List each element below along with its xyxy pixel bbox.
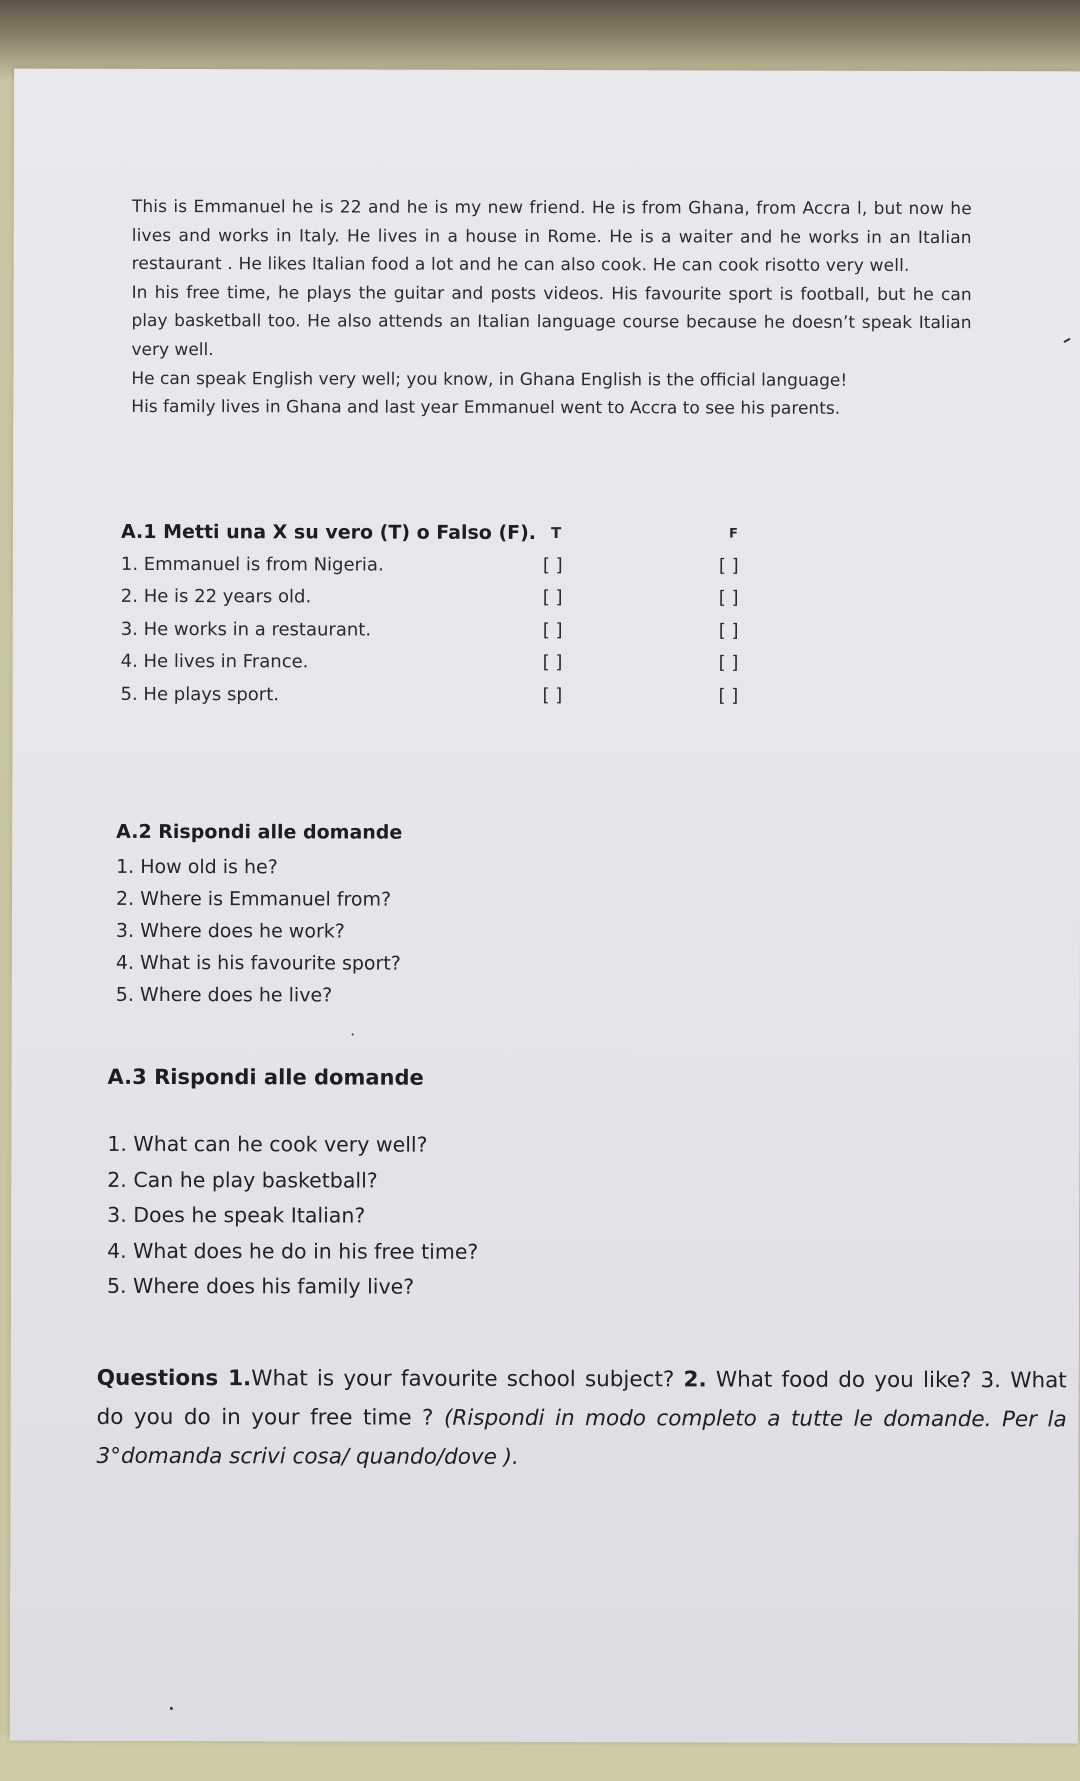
final-question-2-number: 2. xyxy=(683,1367,707,1393)
section-a2-title: A.2 Rispondi alle domande xyxy=(116,820,403,844)
true-false-item xyxy=(121,586,881,620)
section-a1-title: A.1 Metti una X su vero (T) o Falso (F). xyxy=(120,520,537,544)
question-item: 5. Where does he live? xyxy=(115,983,333,1007)
final-question-3-number: 3. xyxy=(980,1368,1002,1394)
pen-mark xyxy=(352,1033,354,1035)
true-false-item xyxy=(121,618,881,652)
true-false-item xyxy=(121,651,881,685)
true-false-exercise xyxy=(120,521,881,718)
final-questions-label: Questions 1. xyxy=(96,1365,252,1392)
true-column-header: T xyxy=(550,524,562,543)
final-question-3: What do you do in your free time ? xyxy=(96,1368,1067,1431)
final-question-1: What is your favourite school subject? xyxy=(251,1366,684,1393)
true-false-item xyxy=(120,683,880,717)
statement: 4. He lives in France. xyxy=(120,650,309,673)
true-checkbox[interactable]: [ ] xyxy=(542,586,563,609)
false-checkbox[interactable]: [ ] xyxy=(718,554,739,577)
statement: 5. He plays sport. xyxy=(120,683,280,705)
true-checkbox[interactable]: [ ] xyxy=(542,619,563,641)
question-item: 1. What can he cook very well? xyxy=(107,1131,428,1157)
statement: 1. Emmanuel is from Nigeria. xyxy=(120,553,384,576)
statement: 3. He works in a restaurant. xyxy=(120,618,372,641)
false-checkbox[interactable]: [ ] xyxy=(718,652,739,674)
final-questions-paragraph xyxy=(97,1359,1067,1479)
final-instruction: (Rispondi in modo completo a tutte le domande. Per la 3°domanda scrivi cosa/ quando/dove ). xyxy=(96,1405,1067,1470)
true-checkbox[interactable]: [ ] xyxy=(542,651,563,674)
question-item: 2. Can he play basketball? xyxy=(107,1167,378,1193)
worksheet-page xyxy=(10,69,1080,1744)
final-questions xyxy=(97,1359,1067,1479)
true-checkbox[interactable]: [ ] xyxy=(542,554,563,576)
true-false-header xyxy=(121,521,881,555)
final-question-2: What food do you like? xyxy=(706,1367,981,1394)
question-item: 3. Does he speak Italian? xyxy=(107,1202,366,1228)
true-false-item xyxy=(121,553,881,587)
question-item: 5. Where does his family live? xyxy=(106,1273,415,1299)
pen-mark xyxy=(1063,338,1070,343)
false-checkbox[interactable]: [ ] xyxy=(718,684,739,707)
passage-paragraph-4: His family lives in Ghana and last year Emmanuel went to Accra to see his parents. xyxy=(131,397,841,419)
passage-paragraph-1: This is Emmanuel he is 22 and he is my new friend. He is from Ghana, from Accra l, but now he lives and works in Italy. He lives in a house in Rome. He is a waiter and he works in an Italian restaurant . He likes Italian food a lot and he can also cook. He can cook risotto very well. xyxy=(131,196,972,277)
false-checkbox[interactable]: [ ] xyxy=(718,619,739,642)
pen-mark xyxy=(170,1707,173,1710)
passage-paragraph-3: He can speak English very well; you know, in Ghana English is the official language! xyxy=(131,368,848,391)
section-a3-title: A.3 Rispondi alle domande xyxy=(107,1064,424,1090)
true-checkbox[interactable]: [ ] xyxy=(542,684,563,706)
question-item: 4. What does he do in his free time? xyxy=(107,1238,479,1264)
question-item: 3. Where does he work? xyxy=(115,919,345,943)
question-item: 2. Where is Emmanuel from? xyxy=(115,887,392,911)
passage-paragraph-2: In his free time, he plays the guitar and posts videos. His favourite sport is football, but he can play basketball too. He also attends an Italian language course because he doesn’t speak Italian very well. xyxy=(131,282,972,361)
false-checkbox[interactable]: [ ] xyxy=(718,587,739,609)
questions-a3 xyxy=(107,1057,479,1305)
false-column-header: F xyxy=(728,526,738,542)
question-item: 1. How old is he? xyxy=(116,855,278,879)
statement: 2. He is 22 years old. xyxy=(120,585,312,608)
question-item: 4. What is his favourite sport? xyxy=(115,951,401,975)
reading-passage xyxy=(131,193,972,424)
questions-a2 xyxy=(116,813,403,1012)
